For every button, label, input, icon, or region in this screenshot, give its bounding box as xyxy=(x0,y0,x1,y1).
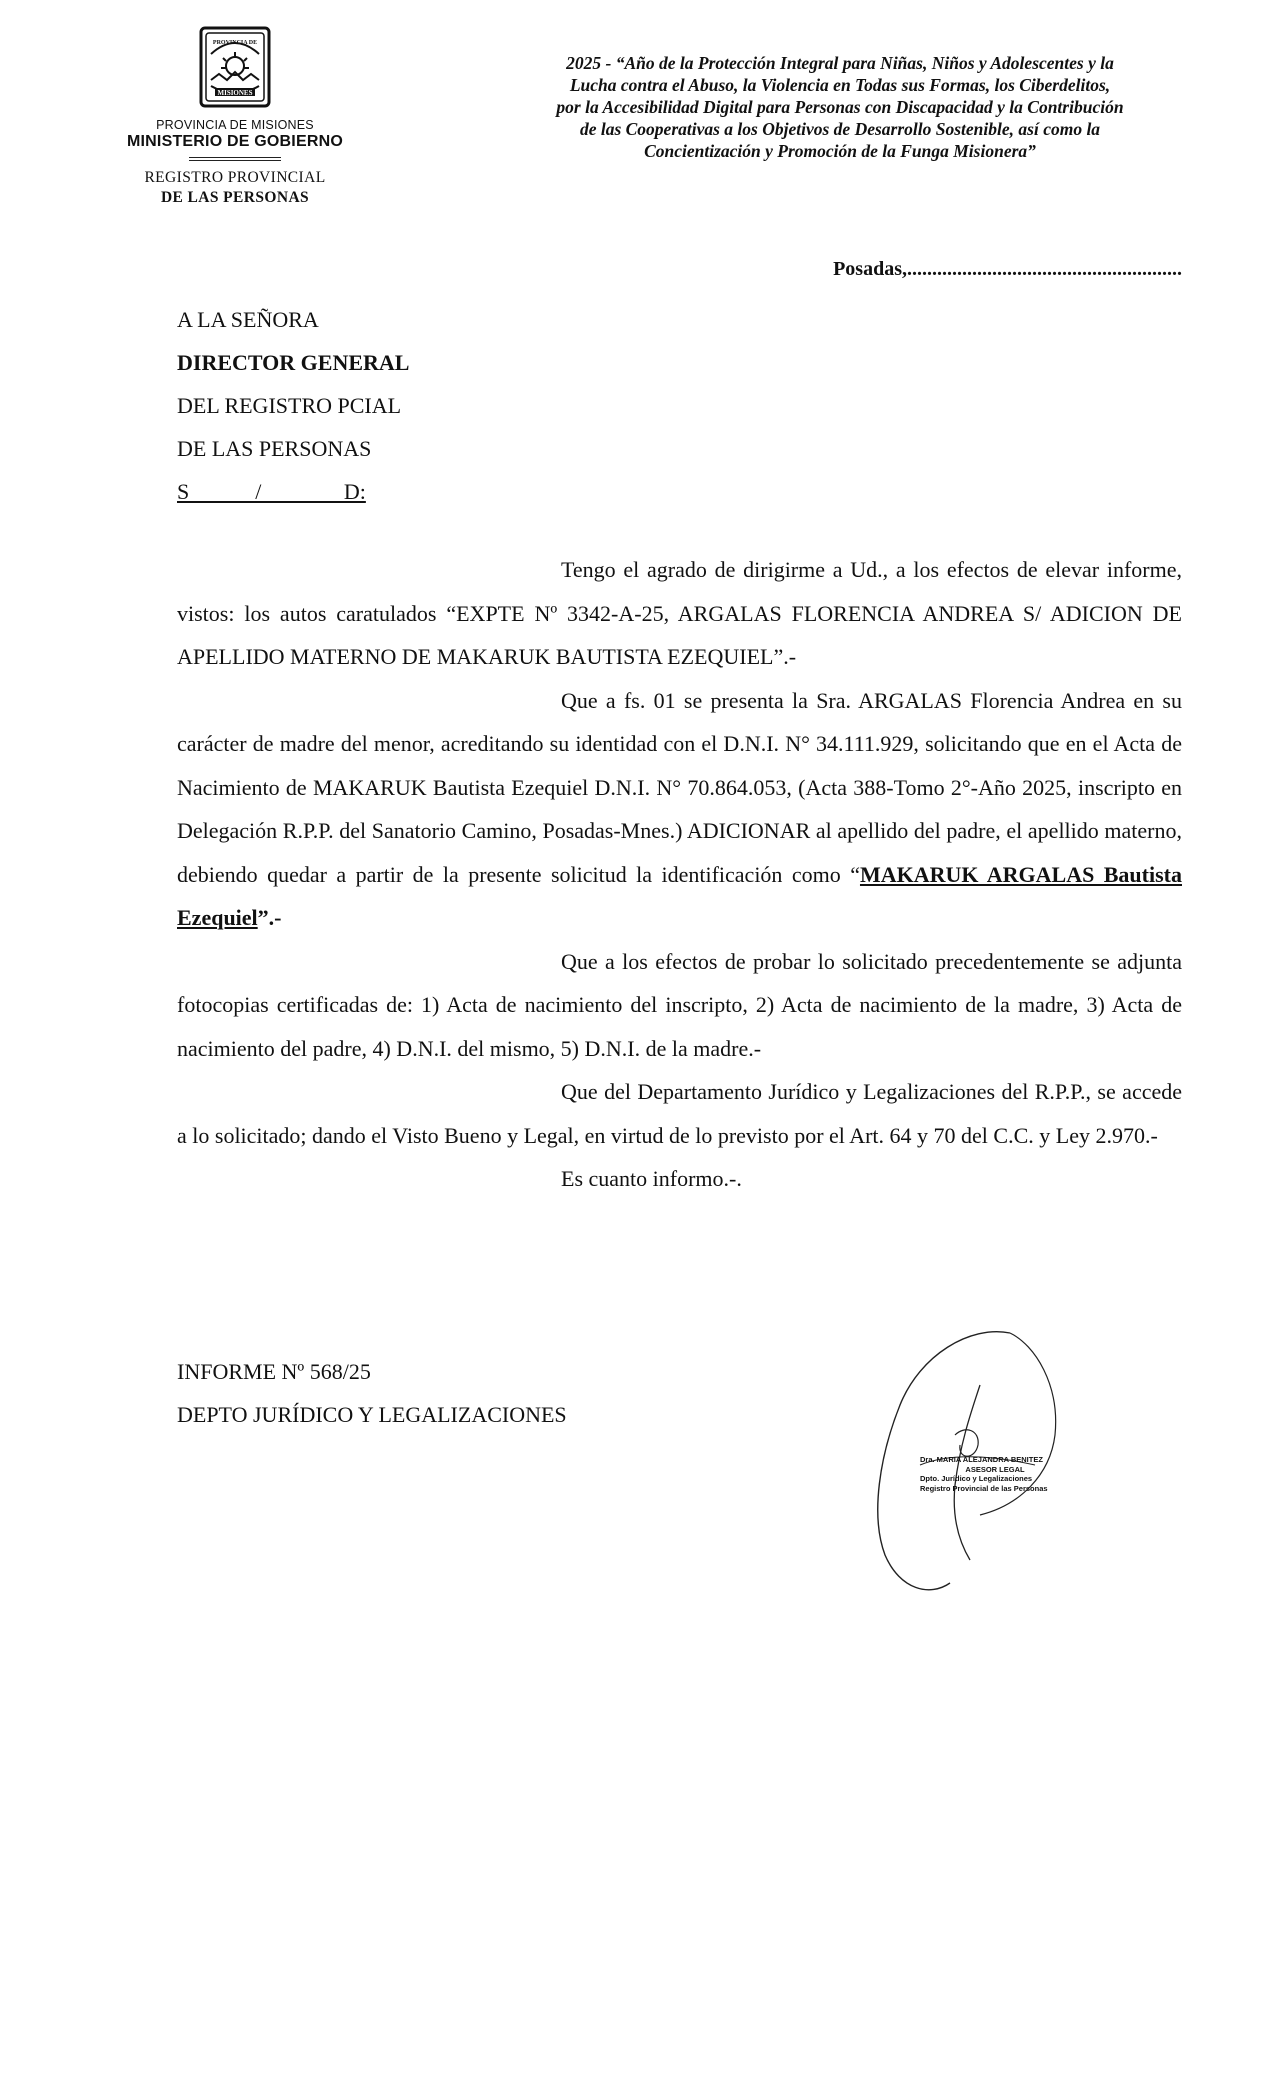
body-paragraph-2 xyxy=(177,679,1182,940)
motto-line: Lucha contra el Abuso, la Violencia en Todas sus Formas, los Ciberdelitos, xyxy=(569,75,1111,95)
new-full-name: MAKARUK ARGALAS Bautista Ezequiel xyxy=(177,861,1182,930)
header-divider xyxy=(189,157,281,158)
provincial-seal-icon xyxy=(193,24,277,112)
closing-line: Es cuanto informo.-. xyxy=(561,1166,742,1191)
place-and-date: Posadas,....................................................... xyxy=(833,258,1182,280)
body-paragraph-4: Que del Departamento Jurídico y Legalizaciones del R.P.P., se accede a lo solicitado; dando el Visto Bueno y Legal, en virtud de lo previsto por el Art. 64 y 70 del C.C. y Ley 2.970.- xyxy=(177,1079,1182,1148)
motto-line: 2025 - “Año de la Protección Integral para Niñas, Niños y Adolescentes y la xyxy=(566,53,1114,73)
stamp-registry: Registro Provincial de las Personas xyxy=(920,1483,1048,1493)
letterhead-logo-block xyxy=(110,24,360,207)
addressee-block xyxy=(177,298,442,513)
ministry-name: MINISTERIO DE GOBIERNO xyxy=(127,133,343,150)
province-name: PROVINCIA DE MISIONES xyxy=(156,118,314,132)
body-paragraph-2-text: Que a fs. 01 se presenta la Sra. ARGALAS Florencia Andrea en su carácter de madre del menor, acreditando su identidad con el D.N.I. N° 34.111.929, solicitando que en el Acta de Nacimiento de MAKARUK Bautista Ezequiel D.N.I. N° 70.864.053, (Acta 388-Tomo 2°-Año 2025, inscripto en Delegación R.P.P. del Sanatorio Camino, Posadas-Mnes.) ADICIONAR al apellido del padre, el apellido materno, debiendo quedar a partir de la presente solicitud la identificación como “ xyxy=(177,687,1182,887)
report-number: INFORME Nº 568/25 xyxy=(177,1359,371,1384)
report-footer xyxy=(177,1350,567,1436)
stamp-title: ASESOR LEGAL xyxy=(965,1464,1025,1474)
seal-text-top: PROVINCIA DE xyxy=(212,40,258,46)
body-paragraph-3: Que a los efectos de probar lo solicitado precedentemente se adjunta fotocopias certificadas de: 1) Acta de nacimiento del inscripto, 2) Acta de nacimiento de la madre, 3) Acta de nacimiento del padre, 4) D.N.I. del mismo, 5) D.N.I. de la madre.- xyxy=(177,948,1182,1061)
name-suffix: ”.- xyxy=(257,905,282,930)
salutation-sd: S / D: xyxy=(177,479,366,504)
registry-line-1: REGISTRO PROVINCIAL xyxy=(144,169,326,186)
motto-line: de las Cooperativas a los Objetivos de Desarrollo Sostenible, así como la xyxy=(579,119,1101,139)
addressee-title: DIRECTOR GENERAL xyxy=(177,350,410,375)
addressee-line-3: DEL REGISTRO PCIAL xyxy=(177,393,402,418)
motto-line: Concientización y Promoción de la Funga Misionera” xyxy=(644,141,1036,161)
seal-text-bottom: MISIONES xyxy=(217,89,253,97)
stamp-department: Dpto. Jurídico y Legalizaciones xyxy=(920,1474,1033,1483)
addressee-line-4: DE LAS PERSONAS xyxy=(177,436,372,461)
report-body xyxy=(177,548,1182,1201)
legal-advisor-stamp xyxy=(920,1455,1070,1493)
stamp-name: Dra. MARIA ALEJANDRA BENITEZ xyxy=(920,1455,1043,1464)
department-name: DEPTO JURÍDICO Y LEGALIZACIONES xyxy=(177,1402,567,1427)
official-year-motto xyxy=(470,52,1210,162)
addressee-line-1: A LA SEÑORA xyxy=(177,307,319,332)
header-divider-2 xyxy=(189,160,281,161)
motto-line: por la Accesibilidad Digital para Personas con Discapacidad y la Contribución xyxy=(556,97,1124,117)
registry-line-2: DE LAS PERSONAS xyxy=(160,189,310,206)
body-paragraph-1: Tengo el agrado de dirigirme a Ud., a los efectos de elevar informe, vistos: los autos caratulados “EXPTE Nº 3342-A-25, ARGALAS FLORENCIA ANDREA S/ ADICION DE APELLIDO MATERNO DE MAKARUK BAUTISTA EZEQUIEL”.- xyxy=(177,557,1182,669)
